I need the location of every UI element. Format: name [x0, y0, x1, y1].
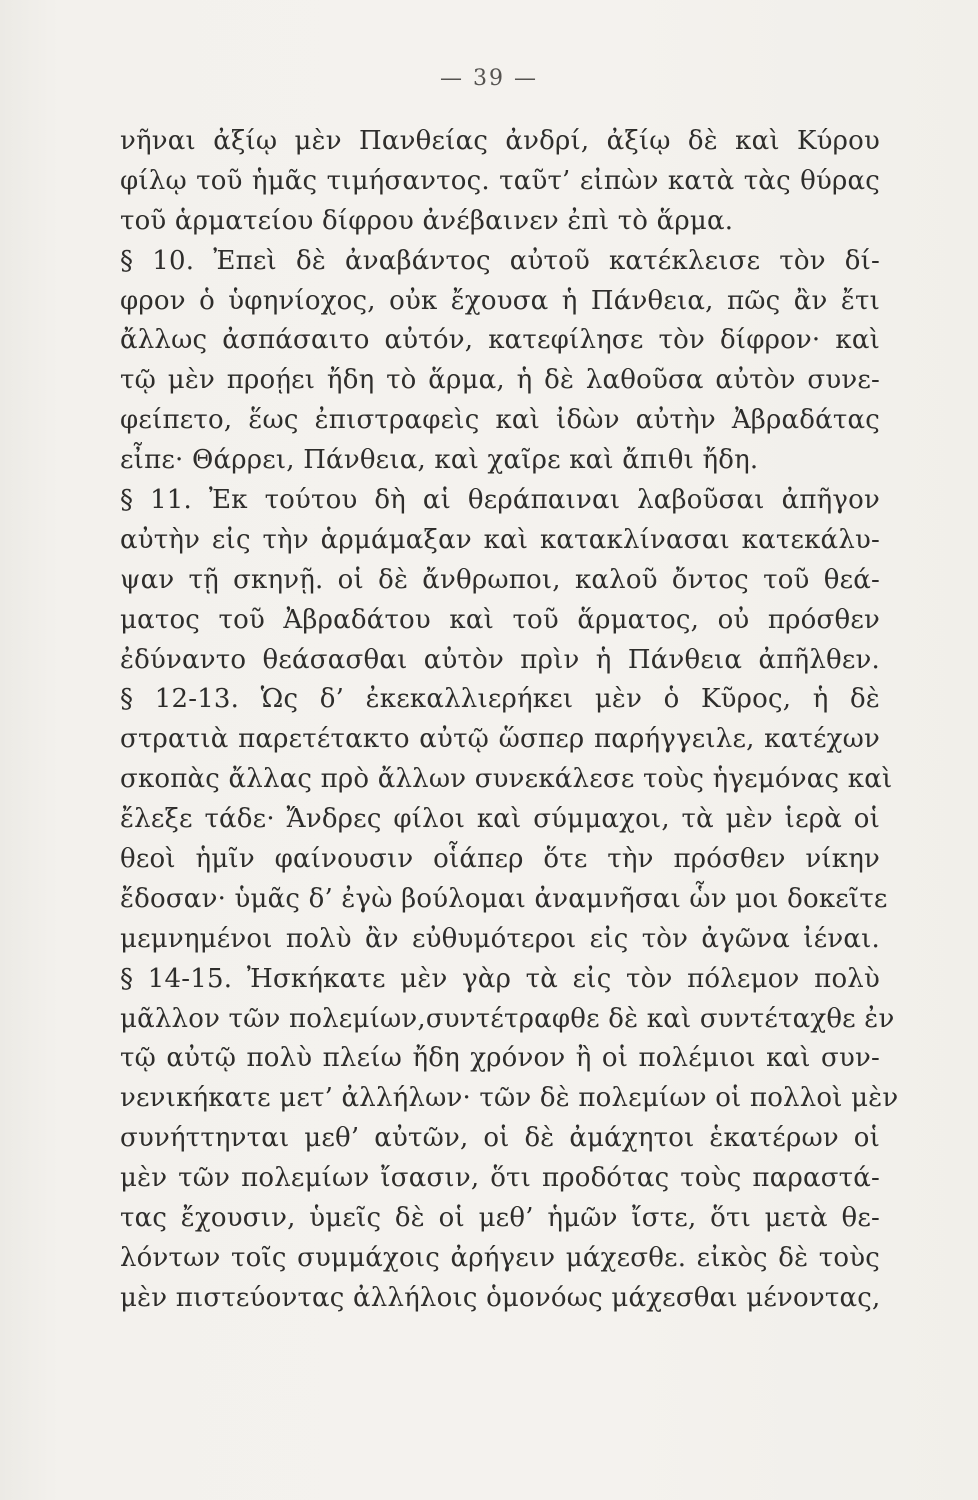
text-line: § 14-15. Ἠσκήκατε μὲν γὰρ τὰ εἰς τὸν πόλεμον πολὺ	[120, 963, 880, 994]
text-line: νῆναι ἀξίῳ μὲν Πανθείας ἀνδρί, ἀξίῳ δὲ καὶ Κύρου	[120, 126, 880, 156]
page-number: — 39 —	[440, 66, 538, 91]
text-line: ἔδοσαν· ὑμᾶς δ’ ἐγὼ βούλομαι ἀναμνῆσαι ὧν μοι δοκεῖτε	[120, 883, 888, 914]
text-line: φείπετο, ἕως ἐπιστραφεὶς καὶ ἰδὼν αὐτὴν Ἀβραδάτας	[120, 405, 880, 436]
text-line: φρον ὁ ὑφηνίοχος, οὐκ ἔχουσα ἡ Πάνθεια, πῶς ἂν ἔτι	[120, 285, 880, 316]
text-line: § 12-13. Ὡς δ’ ἐκεκαλλιερήκει μὲν ὁ Κῦρος, ἡ δὲ	[120, 684, 880, 715]
text-line: ἄλλως ἀσπάσαιτο αὐτόν, κατεφίλησε τὸν δίφρον· καὶ	[120, 325, 880, 356]
text-line: θεοὶ ἡμῖν φαίνουσιν οἷάπερ ὅτε τὴν πρόσθεν νίκην	[120, 844, 880, 875]
text-line: ματος τοῦ Ἀβραδάτου καὶ τοῦ ἅρματος, οὐ πρόσθεν	[120, 604, 880, 635]
text-line: μᾶλλον τῶν πολεμίων,συντέτραφθε δὲ καὶ συντέταχθε ἐν	[120, 1003, 895, 1034]
text-line: ψαν τῇ σκηνῇ. οἱ δὲ ἄνθρωποι, καλοῦ ὄντος τοῦ θεά-	[120, 564, 880, 595]
text-line: εἶπε· Θάρρει, Πάνθεια, καὶ χαῖρε καὶ ἄπιθι ἤδη.	[120, 445, 759, 476]
text-line: μὲν πιστεύοντας ἀλλήλοις ὁμονόως μάχεσθαι μένοντας,	[120, 1282, 881, 1313]
text-line: § 10. Ἐπεὶ δὲ ἀναβάντος αὐτοῦ κατέκλεισε τὸν δί-	[120, 245, 880, 276]
text-line: μὲν τῶν πολεμίων ἴσασιν, ὅτι προδότας τοὺς παραστά-	[120, 1163, 880, 1194]
text-line: στρατιὰ παρετέτακτο αὐτῷ ὥσπερ παρήγγειλε, κατέχων	[120, 724, 880, 755]
text-line: σκοπὰς ἄλλας πρὸ ἄλλων συνεκάλεσε τοὺς ἡγεμόνας καὶ	[120, 764, 893, 795]
text-line: ἔλεξε τάδε· Ἄνδρες φίλοι καὶ σύμμαχοι, τὰ μὲν ἱερὰ οἱ	[120, 804, 880, 835]
text-line: νενικήκατε μετ’ ἀλλήλων· τῶν δὲ πολεμίων οἱ πολλοὶ μὲν	[120, 1083, 899, 1114]
text-line: φίλῳ τοῦ ἡμᾶς τιμήσαντος. ταῦτ’ εἰπὼν κατὰ τὰς θύρας	[120, 165, 880, 196]
text-line: τῷ μὲν προῄει ἤδη τὸ ἅρμα, ἡ δὲ λαθοῦσα αὐτὸν συνε-	[120, 365, 880, 396]
text-line: ἐδύναντο θεάσασθαι αὐτὸν πρὶν ἡ Πάνθεια ἀπῆλθεν.	[120, 644, 880, 675]
text-line: τοῦ ἁρματείου δίφρου ἀνέβαινεν ἐπὶ τὸ ἅρμα.	[120, 205, 734, 236]
text-line: μεμνημένοι πολὺ ἂν εὐθυμότεροι εἰς τὸν ἀγῶνα ἰέναι.	[120, 923, 880, 954]
text-line: τας ἔχουσιν, ὑμεῖς δὲ οἱ μεθ’ ἡμῶν ἴστε, ὅτι μετὰ θε-	[120, 1203, 880, 1234]
text-line: συνήττηνται μεθ’ αὐτῶν, οἱ δὲ ἀμάχητοι ἑκατέρων οἱ	[120, 1123, 880, 1154]
body-text	[120, 122, 899, 1319]
text-line: τῷ αὐτῷ πολὺ πλείω ἤδη χρόνον ἢ οἱ πολέμιοι καὶ συν-	[120, 1043, 880, 1074]
text-line: αὐτὴν εἰς τὴν ἁρμάμαξαν καὶ κατακλίνασαι κατεκάλυ-	[120, 524, 880, 555]
text-line: § 11. Ἐκ τούτου δὴ αἱ θεράπαιναι λαβοῦσαι ἀπῆγον	[120, 485, 880, 516]
text-line: λόντων τοῖς συμμάχοις ἀρήγειν μάχεσθε. εἰκὸς δὲ τοὺς	[120, 1242, 880, 1273]
